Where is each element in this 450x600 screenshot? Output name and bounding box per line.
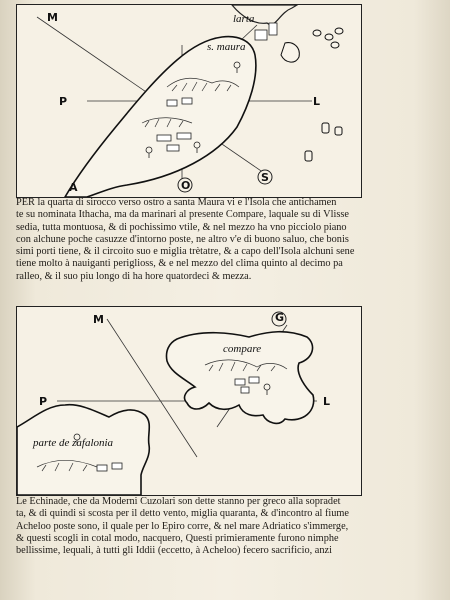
wind-letter-northwest: M <box>93 313 104 326</box>
land-zafalonia <box>17 405 149 495</box>
text-line: ta, & di quindi si scosta per il detto vento, miglia quaranta, & d'incontro al fiume <box>16 508 349 520</box>
wind-letter-southwest: A <box>69 181 78 194</box>
text-line: ralleo, & il suo piu longo di ha hore quatordeci & mezza. <box>16 270 252 282</box>
wind-letter-south: O <box>181 179 191 192</box>
map-compare-drawing <box>17 307 361 495</box>
place-label-compare: compare <box>223 343 262 355</box>
islet <box>335 127 342 135</box>
wind-letter-west: P <box>39 395 48 408</box>
wind-letter-west: P <box>59 95 68 108</box>
wind-letter-east: L <box>323 395 331 408</box>
text-line: Le Echinade, che da Moderni Cuzolari son dette stanno per greco alla sopradet <box>16 496 341 507</box>
island-santa-maura <box>65 37 256 197</box>
islet <box>313 30 321 36</box>
islet <box>325 34 333 40</box>
text-line: con alchune poche casuzze d'intorno poste, ne altro v'e di buono saluo, che bonis <box>16 233 349 245</box>
text-line: sedia, tutta montuosa, & di pochissimo vtile, & nel mezzo ha vno picciolo piano <box>16 221 347 233</box>
text-line: simi porti tiene, & il circoito suo e miglia trètatre, & a capo dell'Isola alchuni sene <box>16 246 355 258</box>
map-compare <box>16 306 362 496</box>
text-line: & questi scogli in cotal modo, nacquero, Questi primieramente furono nimphe <box>16 532 339 544</box>
text-line: bellissime, lequali, à tutti gli Iddii (eccetto, à Acheloo) fecero sacrificio, anzi <box>16 545 332 557</box>
islet <box>281 43 299 62</box>
islet <box>305 151 312 161</box>
body-text-echinades <box>16 496 368 557</box>
islet <box>331 42 339 48</box>
place-label-larta: larta <box>233 13 255 25</box>
map-santa-maura <box>16 4 362 198</box>
map-santa-maura-drawing <box>17 5 361 197</box>
wind-letter-east: L <box>313 95 321 108</box>
islet <box>335 28 343 34</box>
islet <box>322 123 329 133</box>
text-line: te su nominata Ithacha, ma da marinari al presente Compare, laquale su di Vlisse <box>16 209 349 221</box>
text-line: PER la quarta di sirocco verso ostro a santa Maura vi e l'Isola che antichamen <box>16 197 337 208</box>
place-label-zafalonia: parte de zafalonia <box>33 437 114 449</box>
body-text-ithaca <box>16 197 368 283</box>
wind-letter-southeast: S <box>261 171 269 184</box>
text-line: tiene molto à nauiganti periglioss, & e nel mezzo del clima quinto al decimo pa <box>16 258 343 270</box>
place-label-santa-maura: s. maura <box>207 41 246 53</box>
wind-letter-north: G <box>275 311 285 324</box>
text-line: Acheloo poste sono, il quale per lo Epiro corre, & nel mare Adriatico s'immerge, <box>16 520 349 532</box>
wind-letter-northwest: M <box>47 11 58 24</box>
